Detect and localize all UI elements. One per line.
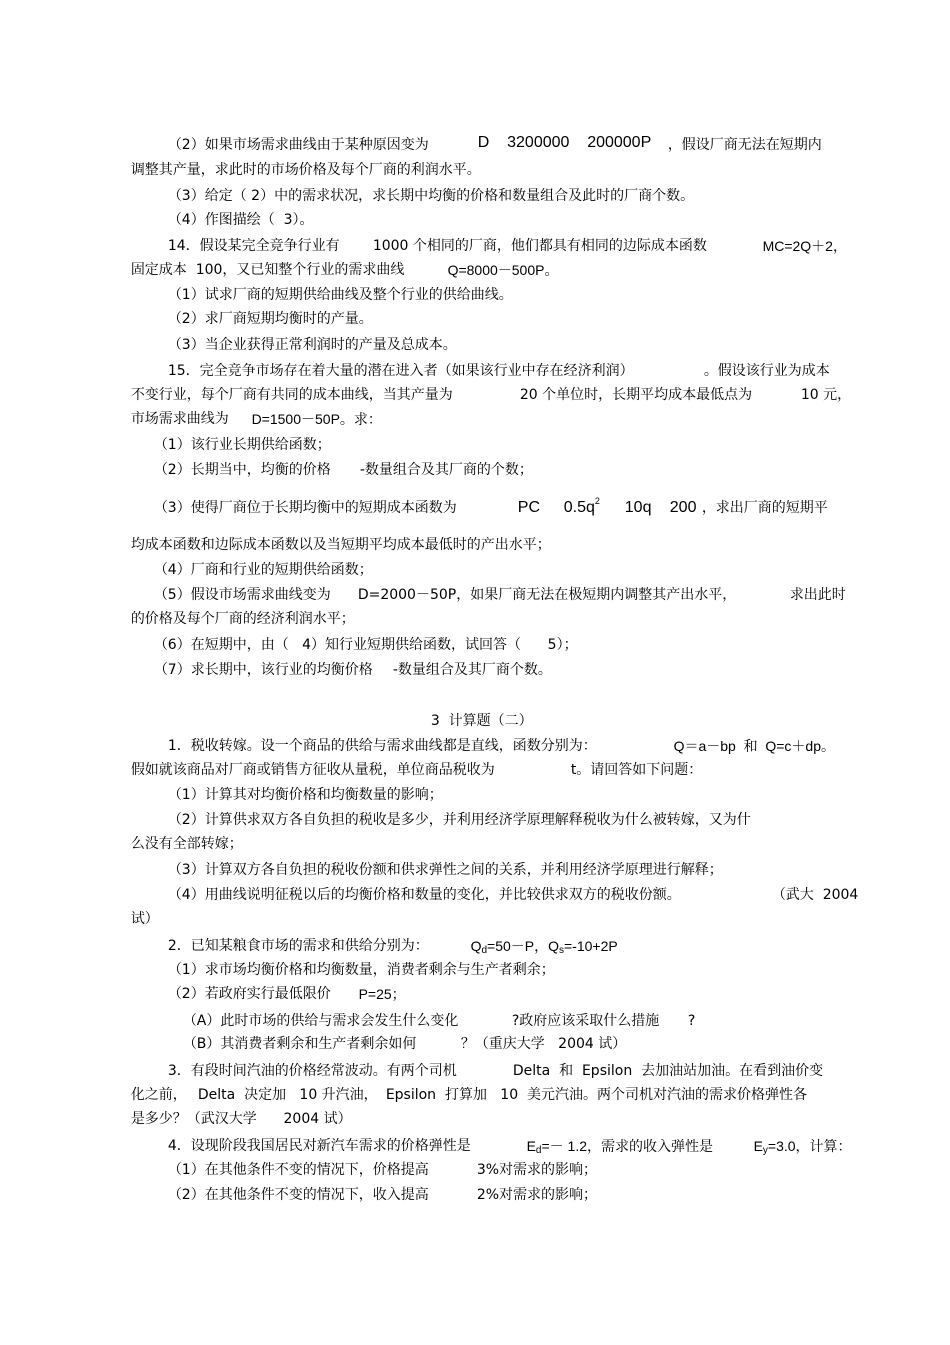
text: 固定成本 100，又已知整个行业的需求曲线 xyxy=(130,262,405,278)
text: （1）该行业长期供给函数； xyxy=(153,437,331,453)
q13-part2-demand-equation xyxy=(460,116,651,170)
text: MC=2Q＋2， xyxy=(762,238,847,254)
c4-part2-tail xyxy=(459,1168,597,1222)
text: 1000 个相同的厂商，他们都具有相同的边际成本函数 xyxy=(372,238,707,254)
q15-part3-line1-tail xyxy=(684,481,828,535)
text: （B）其消费者剩余和生产者剩余如何 xyxy=(182,1036,417,1052)
c4-part2 xyxy=(150,1168,429,1222)
text: 化之前， xyxy=(130,1087,187,1103)
text: 10 元， xyxy=(800,387,852,403)
text: 20 个单位时，长期平均成本最低点为 xyxy=(519,387,753,403)
text: Delta 决定加 10 升汽油， xyxy=(197,1087,378,1103)
q15-cost-term-q2 xyxy=(546,481,600,536)
text: D=1500－50P。求： xyxy=(251,411,382,427)
q14-mc-function xyxy=(747,219,847,273)
superscript: 2 xyxy=(594,496,600,506)
text: （3）当企业获得正常利润时的产量及总成本。 xyxy=(167,337,457,353)
text: Q=8000－500P。 xyxy=(447,262,559,278)
c3-line2-epsilon xyxy=(368,1068,807,1122)
text: （3）计算双方各自负担的税收份额和供求弹性之间的关系，并利用经济学原理进行解释； xyxy=(167,862,723,878)
text: Q xyxy=(470,938,482,954)
text: （7）求长期中，该行业的均衡价格 xyxy=(153,662,373,678)
text: （2）如果市场需求曲线由于某种原因变为 xyxy=(167,137,429,153)
text: （3）使得厂商位于长期均衡中的短期成本函数为 xyxy=(153,500,457,516)
text: ? xyxy=(687,1013,696,1029)
c1-part4-line1 xyxy=(150,868,681,922)
subscript: y xyxy=(762,1145,768,1156)
text: =50－P，Q xyxy=(487,938,559,954)
text: （2）若政府实行最低限价 xyxy=(167,986,331,1002)
text: （2）长期当中，均衡的价格 xyxy=(153,462,331,478)
text: （1）在其他条件不变的情况下，价格提高 xyxy=(167,1162,429,1178)
text: 14．假设某完全竞争行业有 xyxy=(167,238,340,254)
q15-cost-term-q xyxy=(607,481,651,535)
q15-line2-tail xyxy=(783,368,851,422)
q15-part7 xyxy=(136,643,373,697)
text: 求出此时 xyxy=(789,587,846,603)
equation: D 3200000 200000P xyxy=(477,134,652,151)
text: （A）此时市场的供给与需求会发生什么变化 xyxy=(182,1013,459,1029)
text: 市场需求曲线为 xyxy=(130,411,229,427)
text: （1）试求厂商的短期供给曲线及整个行业的供给曲线。 xyxy=(167,287,513,303)
text: 么没有全部转嫁； xyxy=(130,836,243,852)
text: （2）求厂商短期均衡时的产量。 xyxy=(167,311,373,327)
subscript: d xyxy=(481,945,488,956)
heading: 3 计算题（二） xyxy=(430,713,533,729)
text: ，假设厂商无法在短期内 xyxy=(667,137,822,153)
text: （5）假设市场需求曲线变为 xyxy=(153,587,331,603)
q15-part5-line1-mid xyxy=(340,568,736,622)
text: E xyxy=(753,1138,763,1154)
text: 3．有段时间汽油的价格经常波动。有两个司机 xyxy=(167,1063,457,1079)
text: =-10+2P xyxy=(564,938,618,954)
text: -数量组合及其厂商个数。 xyxy=(392,662,552,678)
text: Q＝a－bp 和 Q=c＋dp。 xyxy=(673,738,836,754)
text: 不变行业，每个厂商有共同的成本曲线，当其产量为 xyxy=(130,387,453,403)
text: （1）求市场均衡价格和均衡数量，消费者剩余与生产者剩余； xyxy=(167,962,555,978)
q15-line2-mid xyxy=(502,368,752,422)
text: D=2000－50P，如果厂商无法在极短期内调整其产出水平， xyxy=(357,587,737,603)
text: 调整其产量，求此时的市场价格及每个厂商的利润水平。 xyxy=(130,162,481,178)
eq-pc: PC xyxy=(517,499,541,516)
text: 2%对需求的影响； xyxy=(476,1187,598,1203)
text: （6）在短期中，由（ 4）知行业短期供给函数，试回答（ 5）； xyxy=(153,637,578,653)
text: 是多少？（武汉大学 2004 试） xyxy=(130,1111,352,1127)
text: ？（重庆大学 2004 试） xyxy=(460,1036,627,1052)
text: ?政府应该采取什么措施 xyxy=(511,1013,660,1029)
text: 3%对需求的影响； xyxy=(476,1162,598,1178)
text: =－ 1.2，需求的收入弹性是 xyxy=(541,1138,713,1154)
text: 的价格及每个厂商的经济利润水平； xyxy=(130,611,355,627)
text: E xyxy=(526,1138,536,1154)
c1-part4-source xyxy=(754,868,858,922)
eq-term: 10q xyxy=(624,499,652,516)
text: Epsilon 打算加 10 美元汽油。两个司机对汽油的需求价格弹性各 xyxy=(385,1087,808,1103)
text: （4）厂商和行业的短期供给函数； xyxy=(153,562,373,578)
text: （2）计算供求双方各自负担的税收是多少，并利用经济学原理解释税收为什么被转嫁，又为什 xyxy=(167,812,751,828)
q13-part2-line1-tail xyxy=(650,118,822,172)
text: 假如就该商品对厂商或销售方征收从量税，单位商品税收为 xyxy=(130,762,495,778)
text: 2．已知某粮食市场的需求和供给分别为： xyxy=(167,938,429,954)
text: （2）在其他条件不变的情况下，收入提高 xyxy=(167,1187,429,1203)
c1-line2-tail xyxy=(553,743,702,797)
text: 4．设现阶段我国居民对新汽车需求的价格弹性是 xyxy=(167,1138,471,1154)
subscript: d xyxy=(535,1145,542,1156)
text: 1．税收转嫁。设一个商品的供给与需求曲线都是直线，函数分别为： xyxy=(167,738,597,754)
text: （1）计算其对均衡价格和均衡数量的影响； xyxy=(167,787,443,803)
text: 15．完全竞争市场存在着大量的潜在进入者（如果该行业中存在经济利润） xyxy=(167,363,634,379)
text: -数量组合及其厂商的个数； xyxy=(359,462,533,478)
text: 试） xyxy=(130,911,159,927)
text: P=25； xyxy=(358,986,406,1002)
text: （4）用曲线说明征税以后的均衡价格和数量的变化，并比较供求双方的税收份额。 xyxy=(167,887,681,903)
subscript: s xyxy=(559,945,564,956)
c2-part2a-tail xyxy=(670,994,695,1048)
text: （4）作图描绘（ 3）。 xyxy=(167,212,314,228)
text: ，求出厂商的短期平 xyxy=(701,500,828,516)
text: t。请回答如下问题： xyxy=(570,762,703,778)
q15-part5-line1-tail xyxy=(772,568,846,622)
eq-term: 0.5q xyxy=(563,499,595,516)
eq-term: 200 xyxy=(669,499,697,516)
text: （武大 2004 xyxy=(771,887,859,903)
text: 均成本函数和边际成本函数以及当短期平均成本最低时的产出水平； xyxy=(130,537,551,553)
q15-part7-tail xyxy=(375,643,552,697)
text: 。假设该行业为成本 xyxy=(703,363,830,379)
text: Delta 和 Epsilon 去加油站加油。在看到油价变 xyxy=(512,1063,824,1079)
c4-income-elasticity xyxy=(738,1119,852,1176)
text: （3）给定（ 2）中的需求状况，求长期中均衡的价格和数量组合及此时的厂商个数。 xyxy=(167,188,695,204)
text: =3.0，计算： xyxy=(767,1138,852,1154)
